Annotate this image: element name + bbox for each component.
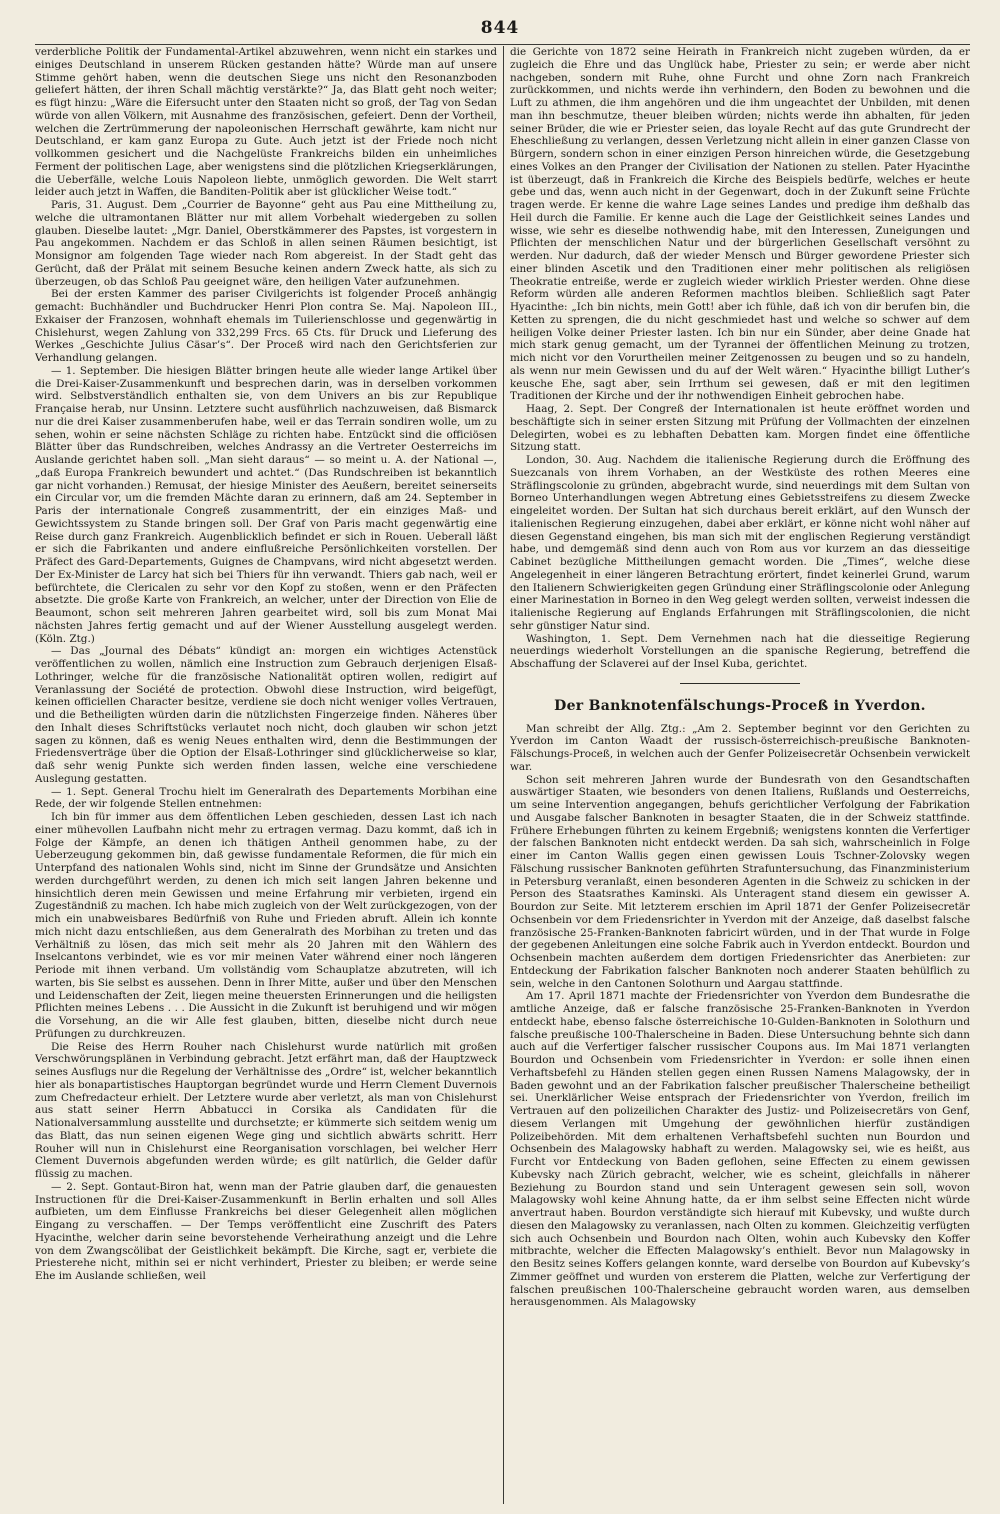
article-paragraph: — 2. Sept. Gontaut-Biron hat, wenn man der Patrie glauben darf, die genauesten Instructionen für die Drei-Kaiser-Zusammenkunft in Berlin erhalten und soll Alles aufbieten, um dem Einflusse Frankreichs bei dieser Gelegenheit allen möglichen Eingang zu verschaffen. — Der Temps veröffentlicht eine Zuschrift des Paters Hyacinthe, welcher darin seine bevorstehende Verheirathung anzeigt und die Lehre von dem Zwangscölibat der Geistlichkeit bekämpft. Die Kirche, sagt er, verbiete die Priesterehe nicht, mithin sei er nicht verhindert, Priester zu bleiben; er werde seine Ehe im Auslande schließen, weil bbox=[35, 1180, 497, 1282]
left-column bbox=[35, 46, 497, 1504]
article-paragraph: Haag, 2. Sept. Der Congreß der Internationalen ist heute eröffnet worden und beschäftigte sich in seiner ersten Sitzung mit Prüfung der Vollmachten der einzelnen Delegirten, wobei es zu lebhaften Debatten kam. Morgen findet eine öffentliche Sitzung statt. bbox=[510, 403, 970, 454]
column-divider bbox=[503, 46, 504, 1504]
article-paragraph: Bei der ersten Kammer des pariser Civilgerichts ist folgender Proceß anhängig gemacht: Buchhändler und Buchdrucker Henri Plon contra Se. Maj. Napoleon III., Exkaiser der Franzosen, wohnhaft ehemals im Tuilerienschlosse und gegenwärtig in Chislehurst, wegen Zahlung von 332,299 Frcs. 65 Cts. für Druck und Lieferung des Werkes „Geschichte Julius Cäsar’s“. Der Proceß wird nach den Gerichtsferien zur Verhandlung gelangen. bbox=[35, 288, 497, 364]
article-paragraph: Washington, 1. Sept. Dem Vernehmen nach hat die diesseitige Regierung neuerdings wiederholt Vorstellungen an die spanische Regierung, betreffend die Abschaffung der Sclaverei auf der Insel Kuba, gerichtet. bbox=[510, 632, 970, 670]
article-paragraph: London, 30. Aug. Nachdem die italienische Regierung durch die Eröffnung des Suezcanals von ihrem Vorhaben, an der Westküste des rothen Meeres eine Sträflingscolonie zu gründen, abgebracht wurde, sind neuerdings mit dem Sultan von Borneo Unterhandlungen wegen Abtretung eines Gebietsstreifens zu diesem Zwecke eingeleitet worden. Der Sultan hat sich durchaus bereit erklärt, auf den Wunsch der italienischen Regierung einzugehen, dabei aber erklärt, er könne nicht wohl näher auf diesen Gegenstand eingehen, bis man sich mit der englischen Regierung verständigt habe, und demgemäß sind denn auch von Rom aus vor kurzem an das diesseitige Cabinet bezügliche Mittheilungen gemacht worden. Die „Times“, welche diese Angelegenheit in einer längeren Betrachtung erörtert, findet keinerlei Grund, warum den Italienern Schwierigkeiten gegen Gründung einer Sträflingscolonie oder Anlegung einer Marinestation in Borneo in den Weg gelegt werden sollten, verweist indessen die italienische Regierung auf Englands Erfahrungen mit Sträflingscolonien, die nicht sehr günstiger Natur sind. bbox=[510, 454, 970, 632]
section-separator bbox=[680, 683, 800, 684]
article-paragraph: — 1. September. Die hiesigen Blätter bringen heute alle wieder lange Artikel über die Drei-Kaiser-Zusammenkunft und besprechen darin, was in derselben vorkommen wird. Selbstverständlich enthalten sie, von dem Univers an bis zur Republique Française herab, nur Unsinn. Letztere sucht ausführlich nachzuweisen, daß Bismarck nur die drei Kaiser zusammenberufen habe, weil er das Terrain sondiren wolle, um zu sehen, wohin er seine nächsten Schläge zu richten habe. Entzückt sind die officiösen Blätter über das Rundschreiben, welches Andrassy an die Vertreter Oesterreichs im Auslande gerichtet haben soll. „Man sieht daraus“ — so meint u. A. der National —, „daß Europa Frankreich bewundert und achtet.“ (Das Rundschreiben ist bekanntlich gar nicht vorhanden.) Remusat, der hiesige Minister des Aeußern, bereitet seinerseits ein Circular vor, um die fremden Mächte daran zu erinnern, daß am 24. September in Paris der internationale Congreß zusammentritt, der ein einziges Maß- und Gewichtssystem zu Stande bringen soll. Der Graf von Paris macht gegenwärtig eine Reise durch ganz Frankreich. Augenblicklich befindet er sich in Rouen. Ueberall läßt er sich die Fabrikanten und andere einflußreiche Persönlichkeiten vorstellen. Der Präfect des Gard-Departements, Guignes de Champvans, wird nicht abgesetzt werden. Der Ex-Minister de Larcy hat sich bei Thiers für ihn verwandt. Thiers gab nach, weil er befürchtete, die Clericalen zu sehr vor den Kopf zu stoßen, wenn er den Präfecten absetzte. Die große Karte von Frankreich, an welcher, unter der Direction von Elie de Beaumont, schon seit mehreren Jahren gearbeitet wird, soll bis zum Monat Mai nächsten Jahres fertig gemacht und auf der Wiener Ausstellung ausgelegt werden. (Köln. Ztg.) bbox=[35, 364, 497, 645]
article-paragraph: Die Reise des Herrn Rouher nach Chislehurst wurde natürlich mit großen Verschwörungsplänen in Verbindung gebracht. Jetzt erfährt man, daß der Hauptzweck seines Ausflugs nur die Regelung der Verhältnisse des „Ordre“ ist, welcher bekanntlich hier als bonapartistisches Hauptorgan begründet wurde und Herrn Clement Duvernois zum Chefredacteur erhielt. Der Letztere wurde aber verletzt, als man von Chislehurst aus statt seiner Herrn Abbatucci in Corsika als Candidaten für die Nationalversammlung ausstellte und durchsetzte; er kümmerte sich seitdem wenig um das Blatt, das nun seinen eigenen Wege ging und sichtlich abwärts schritt. Herr Rouher will nun in Chislehurst eine Reorganisation vorschlagen, bei welcher Herr Clement Duvernois abgefunden werden würde; es gilt natürlich, die Gelder dafür flüssig zu machen. bbox=[35, 1040, 497, 1180]
article-paragraph: verderbliche Politik der Fundamental-Artikel abzuwehren, wenn nicht ein starkes und einiges Deutschland in unserem Rücken gestanden hätte? Würde man auf unsere Stimme gehört haben, wenn die deutschen Siege uns nicht den Resonanzboden geliefert hätten, der ihren Schall mächtig verstärkte?“ Ja, das Blatt geht noch weiter; es fügt hinzu: „Wäre die Eifersucht unter den Staaten nicht so groß, der Tag von Sedan würde von allen Völkern, mit Ausnahme des französischen, gefeiert. Denn der Vortheil, welchen die Zertrümmerung der napoleonischen Herrschaft gewährte, kam nicht nur Deutschland, er kam ganz Europa zu Gute. Auch jetzt ist der Friede noch nicht vollkommen gesichert und die Nachgelüste Frankreichs bilden ein unheimliches Ferment der politischen Lage, aber wenigstens sind die plötzlichen Kriegserklärungen, die Ueberfälle, welche Louis Napoleon liebte, unmöglich geworden. Die Welt starrt leider auch jetzt in Waffen, die Banditen-Politik aber ist glücklicher Weise todt.“ bbox=[35, 46, 497, 199]
article-paragraph: die Gerichte von 1872 seine Heirath in Frankreich nicht zugeben würden, da er zugleich die Ehre und das Unglück habe, Priester zu sein; er werde aber nicht nachgeben, sondern mit Ruhe, ohne Furcht und ohne Zorn nach Frankreich zurückkommen, und nichts werde ihn verhindern, den Boden zu bewohnen und die Luft zu athmen, die ihm angehören und die ihm ungeachtet der Unbilden, mit denen man ihn beschmutze, theuer bleiben würden; nichts werde ihn abhalten, für jeden seiner Brüder, die wie er Priester seien, das loyale Recht auf das gute Grundrecht der Eheschließung zu verlangen, dessen Verletzung nicht allein in einer ganzen Classe von Bürgern, sondern schon in einer einzigen Person hinreichen würde, die Gesetzgebung eines Volkes an den Pranger der Civilisation der Nationen zu stellen. Pater Hyacinthe ist überzeugt, daß in Frankreich die Kirche des Beispiels bedürfe, welches er heute gebe und das, wenn auch nicht in der Gegenwart, doch in der Zukunft seine Früchte tragen werde. Er kenne die wahre Lage seines Landes und predige ihm deßhalb das Heil durch die Familie. Er kenne auch die Lage der Geistlichkeit seines Landes und wisse, wie sehr es dieselbe nothwendig habe, mit den Interessen, Zuneigungen und Pflichten der menschlichen Natur und der bürgerlichen Gesellschaft versöhnt zu werden. Nur dadurch, daß der wieder Mensch und Bürger gewordene Priester sich einer blinden Ascetik und den Traditionen einer mehr politischen als religiösen Theokratie entreiße, werde er zugleich wieder wirklich Priester werden. Ohne diese Reform würden alle anderen Reformen machtlos bleiben. Schließlich sagt Pater Hyacinthe: „Ich bin nichts, mein Gott! aber ich fühle, daß ich von dir berufen bin, die Ketten zu sprengen, die du nicht geschmiedet hast und welche so schwer auf dem heiligen Volke deiner Priester lasten. Ich bin nur ein Sünder, aber deine Gnade hat mich stark genug gemacht, um der Tyrannei der öffentlichen Meinung zu trotzen, mich nicht vor den Vorurtheilen meiner Zeitgenossen zu beugen und so zu handeln, als wenn nur mein Gewissen und du auf der Welt wären.“ Hyacinthe billigt Luther’s keusche Ehe, sagt aber, sein Irrthum sei gewesen, daß er mit den legitimen Traditionen der Kirche und der ihr nothwendigen Einheit gebrochen habe. bbox=[510, 46, 970, 403]
header-rule bbox=[35, 44, 970, 45]
right-column bbox=[510, 46, 970, 1504]
section-heading: Der Banknotenfälschungs-Proceß in Yverdon. bbox=[554, 697, 926, 714]
article-paragraph: — Das „Journal des Débats“ kündigt an: morgen ein wichtiges Actenstück veröffentlichen zu wollen, nämlich eine Instruction zum Gebrauch derjenigen Elsaß-Lothringer, welche für die französische Nationalität optiren wollen, redigirt auf Veranlassung der Société de protection. Obwohl diese Instruction, wird beigefügt, keinen officiellen Character besitze, verdiene sie doch nicht weniger volles Vertrauen, und die Betheiligten würden darin die nützlichsten Fingerzeige finden. Näheres über den Inhalt dieses Schriftstücks verlautet noch nicht, doch glauben wir schon jetzt sagen zu können, daß es wenig Neues enthalten wird, denn die Bestimmungen der Friedensverträge über die Option der Elsaß-Lothringer sind glücklicherweise so klar, daß sehr wenig Punkte sich werden finden lassen, welche eine verschiedene Auslegung gestatten. bbox=[35, 645, 497, 785]
article-paragraph: Schon seit mehreren Jahren wurde der Bundesrath von den Gesandtschaften auswärtiger Staaten, wie besonders von denen Italiens, Rußlands und Oesterreichs, um seine Intervention angegangen, behufs gerichtlicher Verfolgung der Fabrikation und Ausgabe falscher Banknoten in besagter Staaten, die in der Schweiz stattfinde. Frühere Erhebungen führten zu keinem Ergebniß; wenigstens konnten die Verfertiger der falschen Banknoten nicht entdeckt werden. Da sah sich, wahrscheinlich in Folge einer im Canton Wallis gegen einen gewissen Louis Tschner-Zolovsky wegen Fälschung russischer Banknoten geführten Strafuntersuchung, das Finanzministerium in Petersburg veranlaßt, einen besonderen Agenten in die Schweiz zu schicken in der Person des Staatsrathes Kaminski. Als Unteragent stand diesem ein gewisser A. Bourdon zur Seite. Mit letzterem erschien im April 1871 der Genfer Polizeisecretär Ochsenbein vor dem Friedensrichter in Yverdon mit der Anzeige, daß daselbst falsche französische 25-Franken-Banknoten fabricirt würden, und in der That wurde in Folge der gegebenen Anleitungen eine solche Fabrik auch in Yverdon entdeckt. Bourdon und Ochsenbein machten außerdem dem dortigen Friedensrichter das Anerbieten: zur Entdeckung der Fabrikation falscher Banknoten noch anderer Staaten behülflich zu sein, welche in den Cantonen Solothurn und Aargau stattfinde. bbox=[510, 773, 970, 990]
article-paragraph: — 1. Sept. General Trochu hielt im Generalrath des Departements Morbihan eine Rede, der wir folgende Stellen entnehmen: bbox=[35, 785, 497, 811]
article-paragraph: Man schreibt der Allg. Ztg.: „Am 2. September beginnt vor den Gerichten zu Yverdon im Canton Waadt der russisch-österreichisch-preußische Banknoten-Fälschungs-Proceß, in welchen auch der Genfer Polizeisecretär Ochsenbein verwickelt war. bbox=[510, 722, 970, 773]
article-paragraph: Am 17. April 1871 machte der Friedensrichter von Yverdon dem Bundesrathe die amtliche Anzeige, daß er falsche französische 25-Franken-Banknoten in Yverdon entdeckt habe, ebenso falsche österreichische 10-Gulden-Banknoten in Solothurn und falsche preußische 100-Thalerscheine in Baden. Diese Untersuchung behnte sich dann auch auf die Verfertiger falscher russischer Coupons aus. Im Mai 1871 verlangten Bourdon und Ochsenbein vom Friedensrichter in Yverdon: er solle ihnen einen Verhaftsbefehl zu Händen stellen gegen einen Russen Namens Malagowsky, der in Baden gewohnt und an der Fabrikation falscher preußischer Thalerscheine betheiligt sei. Unerklärlicher Weise entsprach der Friedensrichter von Yverdon, freilich im Vertrauen auf den polizeilichen Charakter des Justiz- und Polizeisecretärs von Genf, diesem Verlangen mit Umgehung der gewöhnlichen hierfür zuständigen Polizeibehörden. Mit dem erhaltenen Verhaftsbefehl suchten nun Bourdon und Ochsenbein des Malagowsky habhaft zu werden. Malagowsky sei, wie es heißt, aus Furcht vor Entdeckung von Baden geflohen, seine Effecten zu einem gewissen Kubevsky nach Zürich gebracht, welcher, wie es scheint, gleichfalls in näherer Beziehung zu Bourdon stand und sein Unteragent gewesen sein soll, wovon Malagowsky wohl keine Ahnung hatte, da er ihm selbst seine Effecten nicht würde anvertraut haben. Bourdon verständigte sich hierauf mit Kubevsky, und wußte durch diesen den Malagowsky zu veranlassen, nach Olten zu kommen. Gleichzeitig verfügten sich auch Ochsenbein und Bourdon nach Olten, wohin auch Kubevsky den Koffer mitbrachte, welcher die Effecten Malagowsky’s enthielt. Bevor nun Malagowsky in den Besitz seines Koffers gelangen konnte, ward derselbe von Bourdon auf Kubevsky’s Zimmer geöffnet und wurden von ersterem die Platten, welche zur Verfertigung der falschen preußischen 100-Thalerscheine gebraucht worden waren, aus demselben herausgenommen. Als Malagowsky bbox=[510, 990, 970, 1309]
page-number: 844 bbox=[480, 18, 520, 38]
article-paragraph: Ich bin für immer aus dem öffentlichen Leben geschieden, dessen Last ich nach einer mühevollen Laufbahn nicht mehr zu ertragen vermag. Dazu kommt, daß ich in Folge der Kämpfe, an denen ich thätigen Antheil genommen habe, zu der Ueberzeugung gekommen bin, daß gewisse fundamentale Reformen, die für mich ein Unterpfand des nationalen Wohls sind, nicht im Sinne der Grundsätze und Ansichten werden durchgeführt werden, zu denen ich mich seit langen Jahren bekenne und hinsichtlich deren mein Gewissen und meine Erfahrung mir verbieten, irgend ein Zugeständniß zu machen. Ich habe mich zugleich von der Welt zurückgezogen, von der mich ein unabweisbares Bedürfniß von Ruhe und Frieden abruft. Allein ich konnte mich nicht dazu entschließen, aus dem Generalrath des Morbihan zu treten und das Verhältniß zu lösen, das mich seit mehr als 20 Jahren mit den Wählern des Inselcantons verbindet, wie es vor mir meinen Vater während einer noch längeren Periode mit ihnen verband. Um vollständig vom Schauplatze abzutreten, will ich warten, bis Sie selbst es aussehen. Denn in Ihrer Mitte, außer und über den Menschen und Leidenschaften der Zeit, liegen meine theuersten Erinnerungen und die heiligsten Pflichten meines Lebens . . . Die Aussicht in die Zukunft ist beruhigend und wir mögen die Vorsehung, an die wir Alle fest glauben, bitten, dieselbe nicht durch neue Prüfungen zu durchkreuzen. bbox=[35, 811, 497, 1040]
article-paragraph: Paris, 31. August. Dem „Courrier de Bayonne“ geht aus Pau eine Mittheilung zu, welche die ultramontanen Blätter nur mit allem Vorbehalt wiedergeben zu sollen glauben. Dieselbe lautet: „Mgr. Daniel, Oberstkämmerer des Papstes, ist vorgestern in Pau angekommen. Nachdem er das Schloß in allen seinen Räumen besichtigt, ist Monsignor am folgenden Tage wieder nach Rom abgereist. In der Stadt geht das Gerücht, daß der Prälat mit seinem Besuche keinen andern Zweck hatte, als sich zu überzeugen, ob das Schloß Pau geeignet wäre, den heiligen Vater aufzunehmen. bbox=[35, 199, 497, 288]
